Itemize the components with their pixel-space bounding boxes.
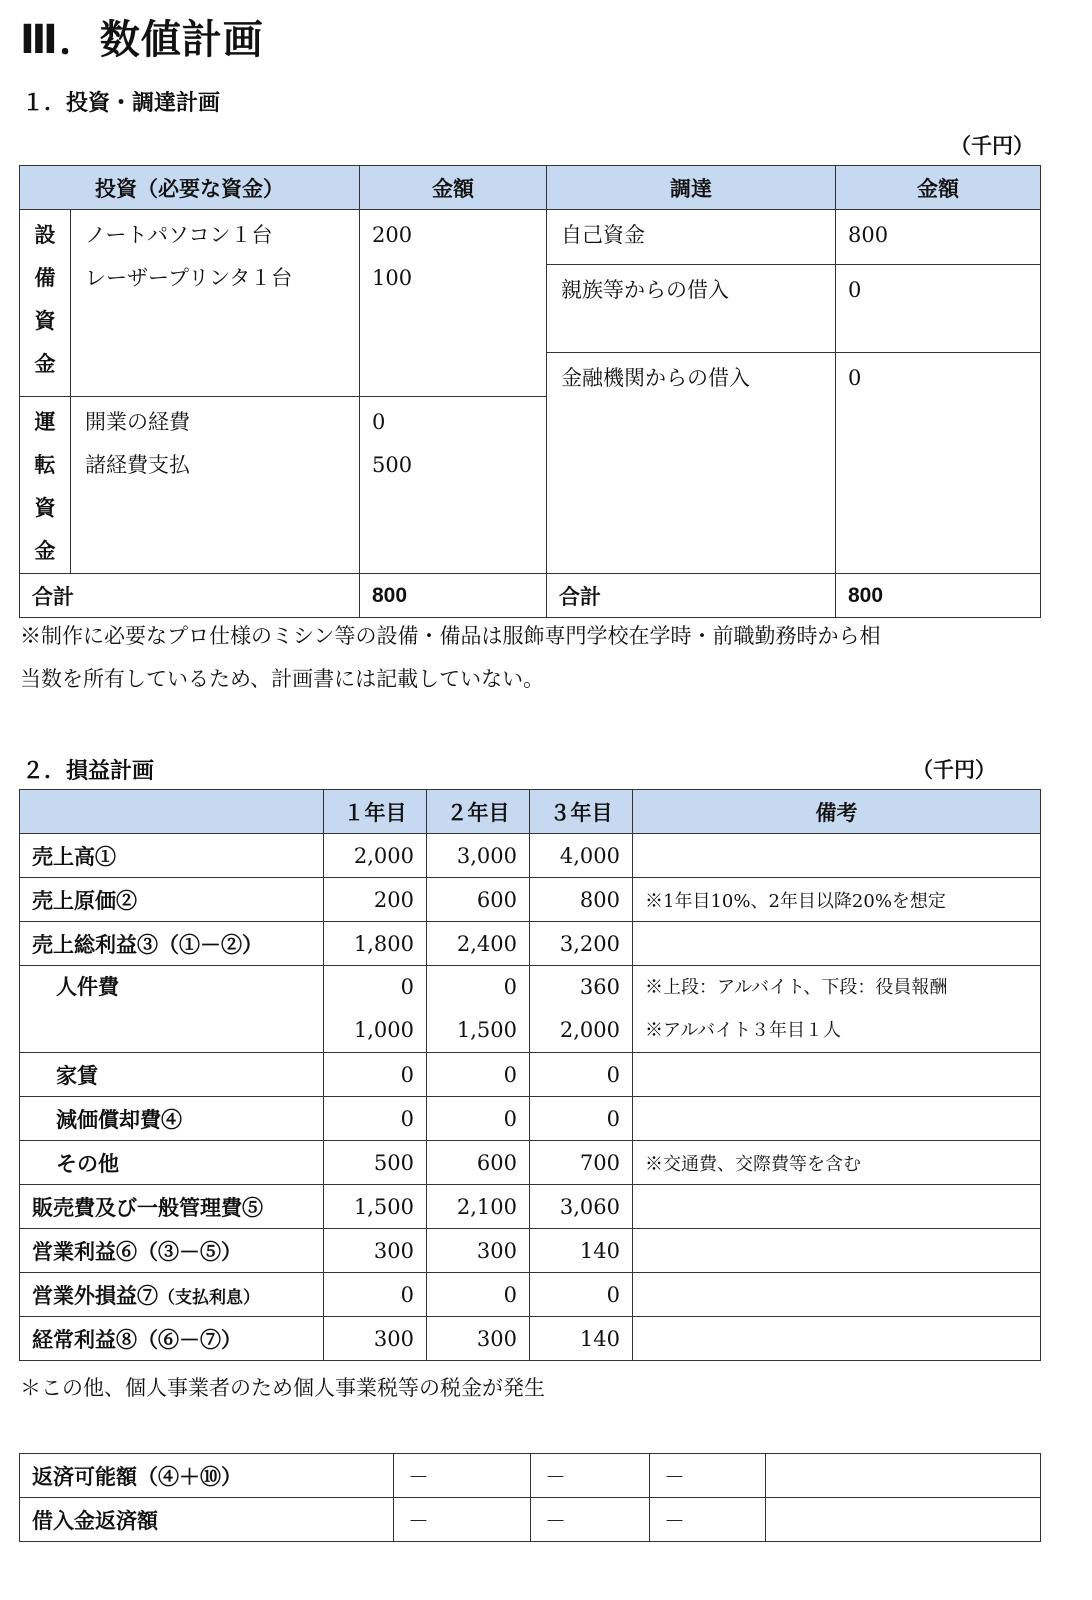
procurement-relatives-loan: 親族等からの借入 xyxy=(547,265,836,353)
working-capital-label: 運 転 資 金 xyxy=(20,397,71,574)
section1-unit: （千円） xyxy=(950,134,1034,158)
row-label: 販売費及び一般管理費⑤ xyxy=(20,1185,324,1229)
procurement-bank-loan-amount: 0 xyxy=(836,353,1041,574)
working-capital-items: 開業の経費 諸経費支払 xyxy=(71,397,360,574)
year3-value: 140 xyxy=(530,1317,633,1361)
section2-heading: ２．損益計画 xyxy=(22,759,155,784)
investment-procurement-table xyxy=(19,165,1041,618)
year2-value: 0 xyxy=(427,1273,530,1317)
year3-value: 0 xyxy=(530,1273,633,1317)
row-label: 家賃 xyxy=(20,1053,324,1097)
row-label: 営業利益⑥（③－⑤） xyxy=(20,1229,324,1273)
table-row-personnel xyxy=(20,966,1041,1053)
row-remark xyxy=(633,1185,1041,1229)
row-label: 減価償却費④ xyxy=(20,1097,324,1141)
year3-value: 0 xyxy=(530,1097,633,1141)
row-remark xyxy=(633,1229,1041,1273)
year3-value: 800 xyxy=(530,878,633,922)
year2-value: 0 1,500 xyxy=(427,966,530,1053)
year1-value: 0 1,000 xyxy=(324,966,427,1053)
year1-value: － xyxy=(394,1454,531,1498)
row-label: 人件費 xyxy=(20,966,324,1053)
year3-value: － xyxy=(650,1498,766,1542)
year2-value: 2,400 xyxy=(427,922,530,966)
procurement-total-value: 800 xyxy=(836,574,1041,618)
year2-value: 0 xyxy=(427,1097,530,1141)
table-row xyxy=(20,1498,1041,1542)
header-investment: 投資（必要な資金） xyxy=(20,166,360,210)
equipment-items: ノートパソコン１台 レーザープリンタ１台 xyxy=(71,210,360,397)
investment-total-label: 合計 xyxy=(20,574,360,618)
working-capital-amounts: 0 500 xyxy=(360,397,547,574)
year2-value: 600 xyxy=(427,1141,530,1185)
table-row xyxy=(20,922,1041,966)
row-remark: ※交通費、交際費等を含む xyxy=(633,1141,1041,1185)
year2-value: － xyxy=(531,1498,650,1542)
procurement-own-funds-amount: 800 xyxy=(836,210,1041,265)
year3-value: 360 2,000 xyxy=(530,966,633,1053)
row-remark xyxy=(633,1053,1041,1097)
investment-total-value: 800 xyxy=(360,574,547,618)
year3-value: 4,000 xyxy=(530,834,633,878)
year1-value: 300 xyxy=(324,1229,427,1273)
header-year1: １年目 xyxy=(324,790,427,834)
year1-value: 500 xyxy=(324,1141,427,1185)
repayment-table xyxy=(19,1453,1041,1542)
table-row xyxy=(20,1185,1041,1229)
section1-note: ※制作に必要なプロ仕様のミシン等の設備・備品は服飾専門学校在学時・前職勤務時から相 当数を所有しているため、計画書には記載していない。 xyxy=(20,624,881,691)
table-row xyxy=(20,1053,1041,1097)
table-row xyxy=(20,1273,1041,1317)
row-remark xyxy=(766,1454,1041,1498)
row-remark xyxy=(633,1317,1041,1361)
table-row xyxy=(20,1229,1041,1273)
year3-value: 140 xyxy=(530,1229,633,1273)
year1-value: 0 xyxy=(324,1053,427,1097)
year1-value: 300 xyxy=(324,1317,427,1361)
header-year3: ３年目 xyxy=(530,790,633,834)
year1-value: 0 xyxy=(324,1097,427,1141)
row-remark xyxy=(633,1273,1041,1317)
year3-value: 700 xyxy=(530,1141,633,1185)
year3-value: － xyxy=(650,1454,766,1498)
table-row xyxy=(20,1097,1041,1141)
row-remark xyxy=(766,1498,1041,1542)
table-row xyxy=(20,1454,1041,1498)
row-label: 売上原価② xyxy=(20,878,324,922)
equipment-funds-label: 設 備 資 金 xyxy=(20,210,71,397)
table-row xyxy=(20,1141,1041,1185)
year3-value: 3,060 xyxy=(530,1185,633,1229)
row-label: 売上高① xyxy=(20,834,324,878)
procurement-bank-loan: 金融機関からの借入 xyxy=(547,353,836,574)
section2-unit: （千円） xyxy=(912,758,996,782)
year1-value: － xyxy=(394,1498,531,1542)
row-remark xyxy=(633,1097,1041,1141)
table-row xyxy=(20,1317,1041,1361)
header-amount: 金額 xyxy=(360,166,547,210)
year1-value: 0 xyxy=(324,1273,427,1317)
row-remark xyxy=(633,922,1041,966)
procurement-total-label: 合計 xyxy=(547,574,836,618)
header-blank xyxy=(20,790,324,834)
row-label: 売上総利益③（①－②） xyxy=(20,922,324,966)
header-amount: 金額 xyxy=(836,166,1041,210)
year2-value: 300 xyxy=(427,1317,530,1361)
year2-value: 300 xyxy=(427,1229,530,1273)
section1-heading: １．投資・調達計画 xyxy=(22,91,221,116)
header-procurement: 調達 xyxy=(547,166,836,210)
profit-loss-table xyxy=(19,789,1041,1361)
year2-value: 2,100 xyxy=(427,1185,530,1229)
row-label: 借入金返済額 xyxy=(20,1498,394,1542)
header-remarks: 備考 xyxy=(633,790,1041,834)
equipment-amounts: 200 100 xyxy=(360,210,547,397)
row-remark: ※1年目10%、2年目以降20%を想定 xyxy=(633,878,1041,922)
year1-value: 1,500 xyxy=(324,1185,427,1229)
year1-value: 1,800 xyxy=(324,922,427,966)
row-label: 営業外損益⑦（支払利息） xyxy=(20,1273,324,1317)
row-label: その他 xyxy=(20,1141,324,1185)
procurement-own-funds: 自己資金 xyxy=(547,210,836,265)
table-row xyxy=(20,834,1041,878)
row-label: 経常利益⑧（⑥－⑦） xyxy=(20,1317,324,1361)
year2-value: 0 xyxy=(427,1053,530,1097)
header-year2: ２年目 xyxy=(427,790,530,834)
page-title: Ⅲ．数値計画 xyxy=(20,17,264,63)
row-remark: ※上段：アルバイト、下段：役員報酬 ※アルバイト３年目１人 xyxy=(633,966,1041,1053)
section2-note: ＊この他、個人事業者のため個人事業税等の税金が発生 xyxy=(20,1376,545,1400)
year2-value: 600 xyxy=(427,878,530,922)
row-remark xyxy=(633,834,1041,878)
row-label: 返済可能額（④＋⑩） xyxy=(20,1454,394,1498)
year3-value: 3,200 xyxy=(530,922,633,966)
year2-value: 3,000 xyxy=(427,834,530,878)
year1-value: 200 xyxy=(324,878,427,922)
procurement-relatives-loan-amount: 0 xyxy=(836,265,1041,353)
year1-value: 2,000 xyxy=(324,834,427,878)
year2-value: － xyxy=(531,1454,650,1498)
year3-value: 0 xyxy=(530,1053,633,1097)
table-row xyxy=(20,878,1041,922)
